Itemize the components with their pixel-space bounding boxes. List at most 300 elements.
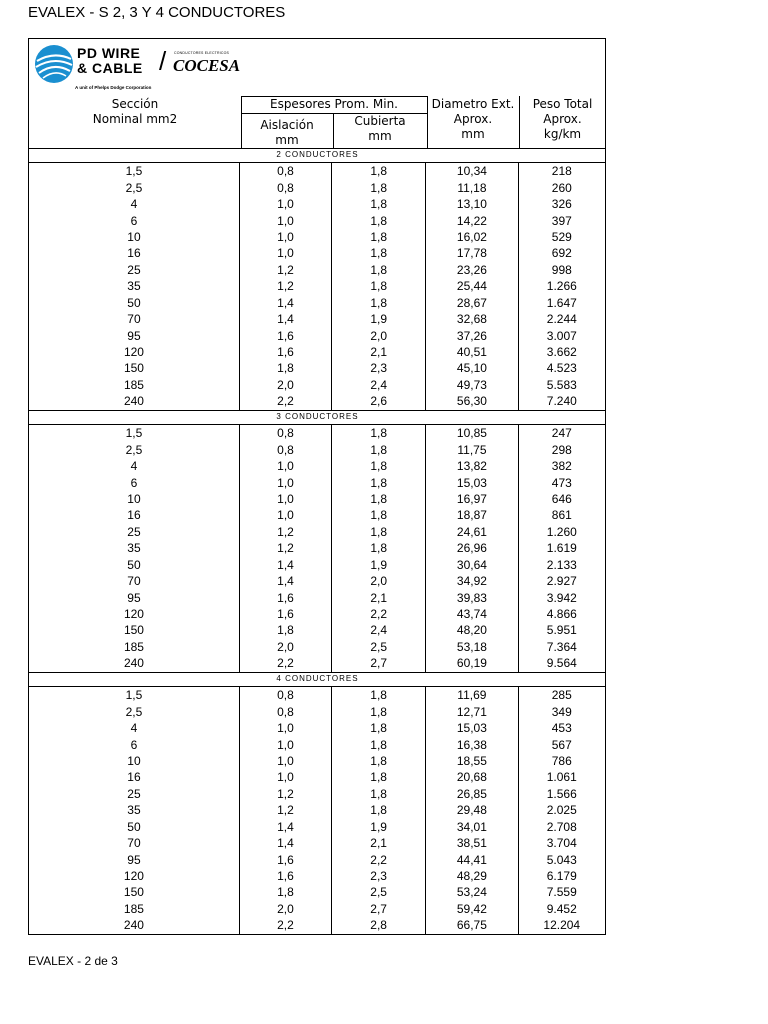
cell-diametro: 16,38: [426, 736, 518, 752]
cell-seccion: 240: [29, 393, 239, 410]
cell-seccion: 35: [29, 540, 239, 556]
cell-diametro: 15,03: [426, 720, 518, 736]
table-row: [29, 278, 605, 294]
section-label-3: 3 CONDUCTORES: [276, 412, 359, 421]
cell-peso: 998: [551, 262, 572, 277]
logo-brand: [77, 46, 143, 76]
table-row: [29, 212, 605, 228]
table-row: [29, 753, 605, 769]
cell-cubierta: 1,8: [332, 474, 426, 490]
cell-seccion: 185: [29, 639, 239, 655]
cell-cubierta: 1,8: [332, 769, 426, 785]
cell-cubierta: 1,8: [332, 720, 426, 736]
cell-aislacion: 1,2: [239, 786, 331, 802]
page-footer: EVALEX - 2 de 3: [28, 954, 118, 968]
table-row: [29, 606, 605, 622]
cell-diametro: 66,75: [426, 917, 518, 934]
cell-seccion: 4: [29, 720, 239, 736]
header-divider: [241, 96, 242, 148]
cell-diametro: 30,64: [426, 557, 518, 573]
cell-cubierta: 2,1: [332, 344, 426, 360]
cell-diametro: 18,87: [426, 507, 518, 523]
cell-aislacion: 1,2: [239, 524, 331, 540]
cell-seccion: 95: [29, 851, 239, 867]
cell-aislacion: 2,2: [239, 393, 331, 410]
cell-diametro: 16,02: [426, 229, 518, 245]
cell-aislacion: 1,4: [239, 835, 331, 851]
cell-cubierta: 2,5: [332, 639, 426, 655]
cell-diametro: 48,29: [426, 868, 518, 884]
table-row: [29, 736, 605, 752]
cell-diametro: 44,41: [426, 851, 518, 867]
cell-seccion: 16: [29, 507, 239, 523]
cell-aislacion: 0,8: [239, 179, 331, 195]
cell-diametro: 39,83: [426, 589, 518, 605]
cell-peso: 12.204: [518, 917, 605, 934]
cell-seccion: 50: [29, 819, 239, 835]
cell-peso: 6.179: [546, 869, 577, 884]
spec-table: [28, 38, 606, 935]
cell-seccion: 2,5: [29, 703, 239, 719]
cell-peso: 349: [551, 704, 572, 719]
cell-aislacion: 2,2: [239, 917, 331, 934]
cell-cubierta: 1,8: [332, 703, 426, 719]
cell-peso: 1.647: [546, 295, 577, 310]
cell-cubierta: 1,8: [332, 262, 426, 278]
cell-peso: 786: [551, 753, 572, 768]
cell-diametro: 26,85: [426, 786, 518, 802]
cell-aislacion: 1,0: [239, 229, 331, 245]
cell-cubierta: 1,8: [332, 278, 426, 294]
header-peso-line3: kg/km: [543, 127, 582, 141]
cell-seccion: 2,5: [29, 179, 239, 195]
cell-peso: 7.240: [518, 393, 605, 410]
table-row: [29, 507, 605, 523]
cell-aislacion: 1,0: [239, 245, 331, 261]
cell-peso: 397: [551, 213, 572, 228]
table-row: [29, 703, 605, 719]
cell-diametro: 25,44: [426, 278, 518, 294]
cell-cubierta: 1,8: [332, 687, 426, 703]
cell-aislacion: 1,2: [239, 262, 331, 278]
cell-diametro: 32,68: [426, 311, 518, 327]
cell-aislacion: 1,0: [239, 736, 331, 752]
cell-diametro: 34,01: [426, 819, 518, 835]
cell-peso: 1.260: [546, 524, 577, 539]
cell-peso: 2.708: [546, 819, 577, 834]
cell-seccion: 1,5: [29, 687, 239, 703]
cell-cubierta: 2,3: [332, 868, 426, 884]
cell-seccion: 6: [29, 736, 239, 752]
table-row: [29, 540, 605, 556]
table-row: [29, 393, 605, 410]
cell-aislacion: 1,2: [239, 802, 331, 818]
cell-diametro: 38,51: [426, 835, 518, 851]
cell-diametro: 49,73: [426, 377, 518, 393]
cell-seccion: 35: [29, 278, 239, 294]
cell-seccion: 10: [29, 229, 239, 245]
cell-aislacion: 2,0: [239, 639, 331, 655]
cell-peso: 5.043: [546, 852, 577, 867]
table-row: [29, 589, 605, 605]
cell-peso: 861: [551, 508, 572, 523]
cell-peso: 218: [551, 164, 572, 179]
cell-aislacion: 2,2: [239, 655, 331, 672]
cell-aislacion: 1,8: [239, 884, 331, 900]
cell-seccion: 25: [29, 524, 239, 540]
cell-cubierta: 2,0: [332, 327, 426, 343]
cell-cubierta: 2,0: [332, 573, 426, 589]
table-row: [29, 245, 605, 261]
header-seccion: [29, 97, 241, 127]
table-row: [29, 655, 605, 672]
page-title: EVALEX - S 2, 3 Y 4 CONDUCTORES: [28, 4, 286, 21]
section-table-3: [29, 425, 605, 673]
cell-peso: 260: [551, 180, 572, 195]
cell-seccion: 120: [29, 344, 239, 360]
cell-cubierta: 1,8: [332, 179, 426, 195]
cell-cubierta: 2,2: [332, 606, 426, 622]
cell-seccion: 240: [29, 655, 239, 672]
table-row: [29, 441, 605, 457]
table-row: [29, 687, 605, 703]
cell-aislacion: 1,0: [239, 769, 331, 785]
cell-diametro: 15,03: [426, 474, 518, 490]
cell-cubierta: 1,8: [332, 491, 426, 507]
cell-aislacion: 1,0: [239, 458, 331, 474]
header-seccion-line2: Nominal mm2: [92, 112, 178, 126]
cell-peso: 4.523: [546, 361, 577, 376]
cell-peso: 1.061: [546, 770, 577, 785]
cell-aislacion: 0,8: [239, 703, 331, 719]
cell-peso: 382: [551, 459, 572, 474]
cell-aislacion: 1,0: [239, 474, 331, 490]
cell-cubierta: 2,6: [332, 393, 426, 410]
logo-brand-line1: PD WIRE: [77, 45, 141, 61]
cell-diametro: 17,78: [426, 245, 518, 261]
cell-seccion: 150: [29, 622, 239, 638]
cell-diametro: 11,18: [426, 179, 518, 195]
table-row: [29, 573, 605, 589]
table-row: [29, 524, 605, 540]
cell-peso: 5.951: [546, 623, 577, 638]
cell-seccion: 150: [29, 360, 239, 376]
header-diametro-line1: Diametro Ext.: [431, 97, 515, 111]
header-diametro-line2: Aprox.: [453, 112, 493, 126]
header-peso-line2: Aprox.: [543, 112, 582, 126]
logo-cocesa: COCESA: [173, 56, 241, 75]
section-label-4: 4 CONDUCTORES: [276, 674, 359, 683]
cell-peso: 646: [551, 491, 572, 506]
cell-seccion: 10: [29, 491, 239, 507]
cell-aislacion: 1,4: [239, 573, 331, 589]
table-row: [29, 295, 605, 311]
table-row: [29, 769, 605, 785]
header-peso: [519, 97, 606, 142]
table-row: [29, 802, 605, 818]
cell-diametro: 18,55: [426, 753, 518, 769]
table-row: [29, 377, 605, 393]
cell-aislacion: 1,6: [239, 344, 331, 360]
cell-cubierta: 1,8: [332, 753, 426, 769]
table-row: [29, 884, 605, 900]
header-seccion-line1: Sección: [111, 97, 159, 111]
cell-cubierta: 1,8: [332, 295, 426, 311]
table-row: [29, 868, 605, 884]
cell-seccion: 4: [29, 458, 239, 474]
cell-diametro: 24,61: [426, 524, 518, 540]
cell-seccion: 2,5: [29, 441, 239, 457]
cell-cubierta: 2,8: [332, 917, 426, 934]
cell-seccion: 1,5: [29, 163, 239, 179]
cell-diametro: 20,68: [426, 769, 518, 785]
cell-seccion: 240: [29, 917, 239, 934]
cell-cubierta: 1,8: [332, 441, 426, 457]
header-aislacion-line1: Aislación: [260, 118, 314, 132]
cell-diametro: 53,18: [426, 639, 518, 655]
table-row: [29, 720, 605, 736]
cell-seccion: 25: [29, 262, 239, 278]
cell-diametro: 48,20: [426, 622, 518, 638]
cell-seccion: 70: [29, 311, 239, 327]
logo-brand-line2: & CABLE: [77, 60, 143, 76]
cell-cubierta: 1,8: [332, 540, 426, 556]
cell-seccion: 95: [29, 327, 239, 343]
header-peso-line1: Peso Total: [532, 97, 593, 111]
cell-seccion: 6: [29, 474, 239, 490]
cell-aislacion: 1,4: [239, 557, 331, 573]
logo-slash: /: [159, 46, 167, 76]
cell-cubierta: 2,4: [332, 622, 426, 638]
cell-cubierta: 2,1: [332, 835, 426, 851]
cell-peso: 3.942: [546, 590, 577, 605]
cell-cubierta: 1,8: [332, 802, 426, 818]
cell-aislacion: 1,0: [239, 753, 331, 769]
cell-diametro: 45,10: [426, 360, 518, 376]
table-row: [29, 557, 605, 573]
cell-seccion: 6: [29, 212, 239, 228]
cell-peso: 3.704: [546, 836, 577, 851]
table-row: [29, 327, 605, 343]
cell-peso: 529: [551, 229, 572, 244]
table-row: [29, 311, 605, 327]
cell-cubierta: 2,3: [332, 360, 426, 376]
cell-aislacion: 0,8: [239, 441, 331, 457]
cell-seccion: 16: [29, 769, 239, 785]
cell-seccion: 35: [29, 802, 239, 818]
globe-icon: [33, 43, 75, 85]
cell-peso: 298: [551, 442, 572, 457]
cell-diametro: 10,34: [426, 163, 518, 179]
cell-peso: 3.007: [546, 328, 577, 343]
cell-diametro: 13,82: [426, 458, 518, 474]
table-row: [29, 622, 605, 638]
cell-cubierta: 2,2: [332, 851, 426, 867]
cell-cubierta: 1,8: [332, 507, 426, 523]
cell-diametro: 40,51: [426, 344, 518, 360]
table-row: [29, 474, 605, 490]
cell-diametro: 10,85: [426, 425, 518, 441]
cell-peso: 2.133: [546, 557, 577, 572]
cell-peso: 285: [551, 688, 572, 703]
cell-aislacion: 1,4: [239, 819, 331, 835]
company-logo: [29, 39, 606, 96]
cell-peso: 7.364: [546, 639, 577, 654]
cell-seccion: 150: [29, 884, 239, 900]
cell-diametro: 29,48: [426, 802, 518, 818]
table-row: [29, 819, 605, 835]
header-espesores: Espesores Prom. Min.: [269, 97, 398, 111]
cell-cubierta: 1,8: [332, 458, 426, 474]
cell-peso: 5.583: [546, 377, 577, 392]
cell-aislacion: 1,6: [239, 606, 331, 622]
cell-peso: 2.025: [546, 803, 577, 818]
cell-aislacion: 1,4: [239, 295, 331, 311]
table-row: [29, 786, 605, 802]
cell-diametro: 12,71: [426, 703, 518, 719]
cell-peso: 692: [551, 246, 572, 261]
cell-peso: 9.564: [518, 655, 605, 672]
cell-aislacion: 1,6: [239, 851, 331, 867]
cell-seccion: 95: [29, 589, 239, 605]
section-table-2: [29, 163, 605, 411]
cell-seccion: 120: [29, 606, 239, 622]
header-divider: [519, 96, 520, 148]
cell-peso: 2.927: [546, 574, 577, 589]
header-cubierta-line2: mm: [368, 129, 392, 143]
cell-peso: 326: [551, 197, 572, 212]
cell-aislacion: 2,0: [239, 377, 331, 393]
cell-diametro: 14,22: [426, 212, 518, 228]
cell-cubierta: 2,1: [332, 589, 426, 605]
cell-seccion: 16: [29, 245, 239, 261]
cell-cubierta: 1,8: [332, 196, 426, 212]
table-row: [29, 360, 605, 376]
logo-small-text: CONDUCTORES ELECTRICOS: [174, 51, 230, 55]
cell-aislacion: 1,6: [239, 589, 331, 605]
header-divider: [427, 96, 428, 148]
cell-diametro: 43,74: [426, 606, 518, 622]
header-aislacion: [241, 118, 333, 148]
header-diametro: [427, 97, 519, 142]
cell-diametro: 34,92: [426, 573, 518, 589]
header-rule: [241, 96, 427, 97]
cell-seccion: 25: [29, 786, 239, 802]
cell-diametro: 23,26: [426, 262, 518, 278]
header-cubierta-line1: Cubierta: [354, 114, 406, 128]
table-row: [29, 344, 605, 360]
cell-peso: 3.662: [546, 345, 577, 360]
table-row: [29, 163, 605, 179]
header-divider: [333, 113, 334, 148]
cell-cubierta: 1,8: [332, 212, 426, 228]
cell-peso: 2.244: [546, 312, 577, 327]
cell-diametro: 13,10: [426, 196, 518, 212]
cell-cubierta: 1,8: [332, 229, 426, 245]
cell-diametro: 60,19: [426, 655, 518, 672]
cell-diametro: 37,26: [426, 327, 518, 343]
table-row: [29, 491, 605, 507]
cell-aislacion: 1,0: [239, 491, 331, 507]
cell-cubierta: 1,8: [332, 245, 426, 261]
cell-cubierta: 1,8: [332, 524, 426, 540]
header-rule: [241, 113, 427, 114]
header-aislacion-line2: mm: [275, 133, 299, 147]
cell-aislacion: 2,0: [239, 901, 331, 917]
cell-seccion: 4: [29, 196, 239, 212]
cell-aislacion: 1,0: [239, 196, 331, 212]
header-diametro-line3: mm: [461, 127, 485, 141]
cell-aislacion: 1,0: [239, 720, 331, 736]
cell-seccion: 50: [29, 295, 239, 311]
cell-diametro: 56,30: [426, 393, 518, 410]
cell-aislacion: 1,2: [239, 540, 331, 556]
cell-cubierta: 1,8: [332, 736, 426, 752]
cell-peso: 1.566: [546, 786, 577, 801]
cell-peso: 247: [551, 426, 572, 441]
cell-cubierta: 2,7: [332, 655, 426, 672]
cell-cubierta: 1,9: [332, 311, 426, 327]
cell-diametro: 26,96: [426, 540, 518, 556]
table-row: [29, 851, 605, 867]
cell-diametro: 16,97: [426, 491, 518, 507]
cell-cubierta: 2,5: [332, 884, 426, 900]
cell-aislacion: 0,8: [239, 163, 331, 179]
table-row: [29, 901, 605, 917]
cell-seccion: 185: [29, 901, 239, 917]
table-row: [29, 196, 605, 212]
header-cubierta: [333, 114, 427, 144]
cell-cubierta: 2,7: [332, 901, 426, 917]
cell-peso: 453: [551, 721, 572, 736]
cell-seccion: 50: [29, 557, 239, 573]
table-row: [29, 229, 605, 245]
cell-diametro: 11,75: [426, 441, 518, 457]
cell-cubierta: 2,4: [332, 377, 426, 393]
cell-aislacion: 1,4: [239, 311, 331, 327]
cell-diametro: 59,42: [426, 901, 518, 917]
cell-diametro: 28,67: [426, 295, 518, 311]
cell-seccion: 10: [29, 753, 239, 769]
cell-seccion: 70: [29, 835, 239, 851]
cell-peso: 4.866: [546, 607, 577, 622]
cell-seccion: 70: [29, 573, 239, 589]
table-row: [29, 179, 605, 195]
table-row: [29, 917, 605, 934]
table-row: [29, 835, 605, 851]
cell-aislacion: 1,8: [239, 360, 331, 376]
cell-peso: 7.559: [546, 885, 577, 900]
cell-aislacion: 0,8: [239, 687, 331, 703]
cell-aislacion: 1,6: [239, 327, 331, 343]
cell-peso: 1.266: [546, 279, 577, 294]
cell-seccion: 185: [29, 377, 239, 393]
cell-peso: 567: [551, 737, 572, 752]
cell-cubierta: 1,9: [332, 557, 426, 573]
cell-seccion: 120: [29, 868, 239, 884]
table-row: [29, 262, 605, 278]
cell-aislacion: 1,0: [239, 212, 331, 228]
cell-aislacion: 1,0: [239, 507, 331, 523]
cell-seccion: 1,5: [29, 425, 239, 441]
table-row: [29, 425, 605, 441]
cell-cubierta: 1,9: [332, 819, 426, 835]
cell-peso: 1.619: [546, 541, 577, 556]
section-table-4: [29, 687, 605, 935]
section-label-2: 2 CONDUCTORES: [276, 150, 359, 159]
cell-cubierta: 1,8: [332, 786, 426, 802]
table-row: [29, 458, 605, 474]
